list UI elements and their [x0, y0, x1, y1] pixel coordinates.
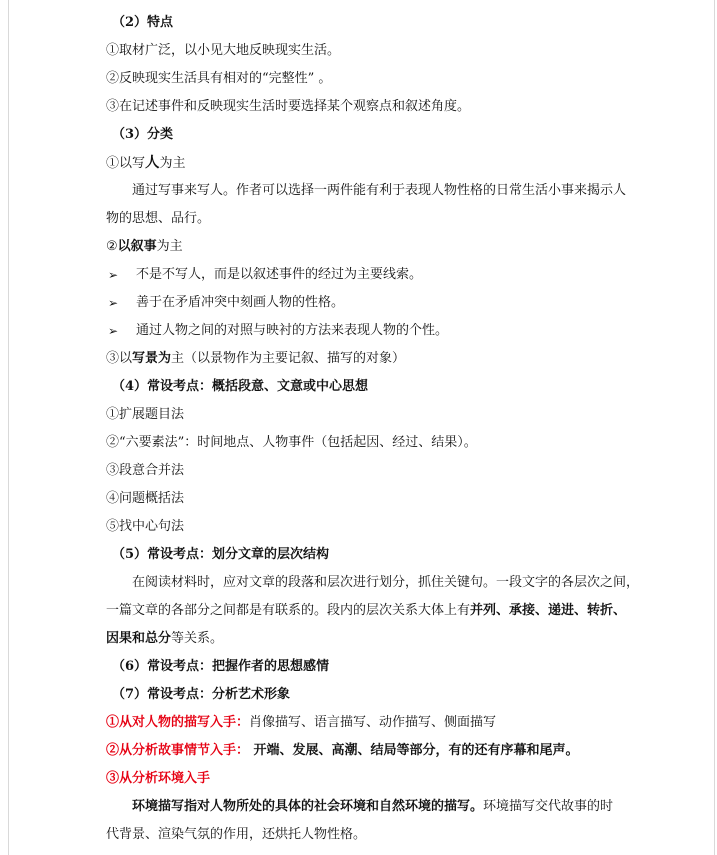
- arrow-bullet-icon: ➢: [108, 324, 119, 338]
- environment-para-bold: 环境描写指对人物所处的具体的社会环境和自然环境的描写。: [132, 799, 484, 814]
- heading-structure: （5）常设考点：划分文章的层次结构: [112, 547, 330, 562]
- category-c-prefix: ③以: [106, 351, 133, 366]
- feature-item-1: ①取材广泛，以小见大地反映现实生活。: [106, 43, 341, 58]
- category-b-suffix: 为主: [156, 239, 183, 254]
- imagery-item-1-text: 肖像描写、语言描写、动作描写、侧面描写: [249, 715, 497, 730]
- imagery-item-2-bold: 开端、发展、高潮、结局等部分，有的还有序幕和尾声。: [249, 743, 579, 758]
- environment-para-text: 环境描写交代故事的时: [483, 799, 614, 814]
- category-b-bold: 以叙事: [117, 239, 157, 254]
- category-a-suffix: 为主: [159, 156, 186, 171]
- structure-para-line-3: [106, 629, 626, 649]
- category-a-prefix: ①以写: [106, 156, 146, 171]
- arrow-bullet-icon: ➢: [108, 296, 119, 310]
- feature-item-3: ③在记述事件和反映现实生活时要选择某个观察点和叙述角度。: [106, 99, 471, 114]
- imagery-item-3: [106, 769, 626, 789]
- imagery-item-1-red: ①从对人物的描写入手：: [106, 715, 250, 730]
- heading-imagery: （7）常设考点：分析艺术形象: [112, 687, 291, 702]
- summary-method-1: ①扩展题目法: [106, 407, 185, 422]
- structure-relations-bold-2: 因果和总分: [106, 631, 172, 646]
- structure-para-line-2: [106, 601, 626, 621]
- summary-method-4: ④问题概括法: [106, 491, 185, 506]
- summary-method-5: ⑤找中心句法: [106, 519, 185, 534]
- environment-para-line-1: [132, 797, 652, 817]
- imagery-item-2-red: ②从分析故事情节入手：: [106, 743, 250, 758]
- heading-features: （2）特点: [112, 15, 174, 30]
- category-c-bold: 写景为: [132, 351, 172, 366]
- category-a-bold: 人: [145, 154, 160, 171]
- bullet-item-1: 不是不写人，而是以叙述事件的经过为主要线索。: [136, 267, 423, 282]
- feature-item-2: ②反映现实生活具有相对的“完整性” 。: [106, 71, 332, 86]
- heading-categories: （3）分类: [112, 127, 174, 142]
- bullet-item-3: 通过人物之间的对照与映衬的方法来表现人物的个性。: [136, 323, 449, 338]
- category-a: [106, 153, 626, 174]
- structure-relations-bold: 并列、承接、递进、转折、: [470, 603, 627, 618]
- category-a-para-line-2: 物的思想、品行。: [106, 211, 211, 226]
- summary-method-2: ②“六要素法”：时间地点、人物事件（包括起因、经过、结果）。: [106, 435, 477, 450]
- category-b-prefix: ②: [106, 239, 118, 254]
- imagery-item-3-red: ③从分析环境入手: [106, 771, 211, 786]
- heading-emotion: （6）常设考点：把握作者的思想感情: [112, 659, 330, 674]
- summary-method-3: ③段意合并法: [106, 463, 185, 478]
- imagery-item-1: [106, 713, 626, 733]
- structure-para-suffix: 等关系。: [171, 631, 224, 646]
- page-edge-right: [714, 0, 715, 855]
- category-c-suffix: 主（以景物作为主要记叙、描写的对象）: [171, 351, 406, 366]
- structure-para-text: 一篇文章的各部分之间都是有联系的。段内的层次关系大体上有: [106, 603, 471, 618]
- bullet-item-2: 善于在矛盾冲突中刻画人物的性格。: [136, 295, 345, 310]
- arrow-bullet-icon: ➢: [108, 268, 119, 282]
- structure-para-line-1: 在阅读材料时，应对文章的段落和层次进行划分，抓住关键句。一段文字的各层次之间，: [132, 575, 640, 590]
- category-a-para-line-1: 通过写事来写人。作者可以选择一两件能有利于表现人物性格的日常生活小事来揭示人: [132, 183, 627, 198]
- page-edge-left: [8, 0, 9, 855]
- category-b: [106, 237, 626, 257]
- category-c: [106, 349, 626, 369]
- heading-summary: （4）常设考点：概括段意、文意或中心思想: [112, 379, 369, 394]
- imagery-item-2: [106, 741, 626, 761]
- environment-para-line-2: 代背景、渲染气氛的作用，还烘托人物性格。: [106, 827, 367, 842]
